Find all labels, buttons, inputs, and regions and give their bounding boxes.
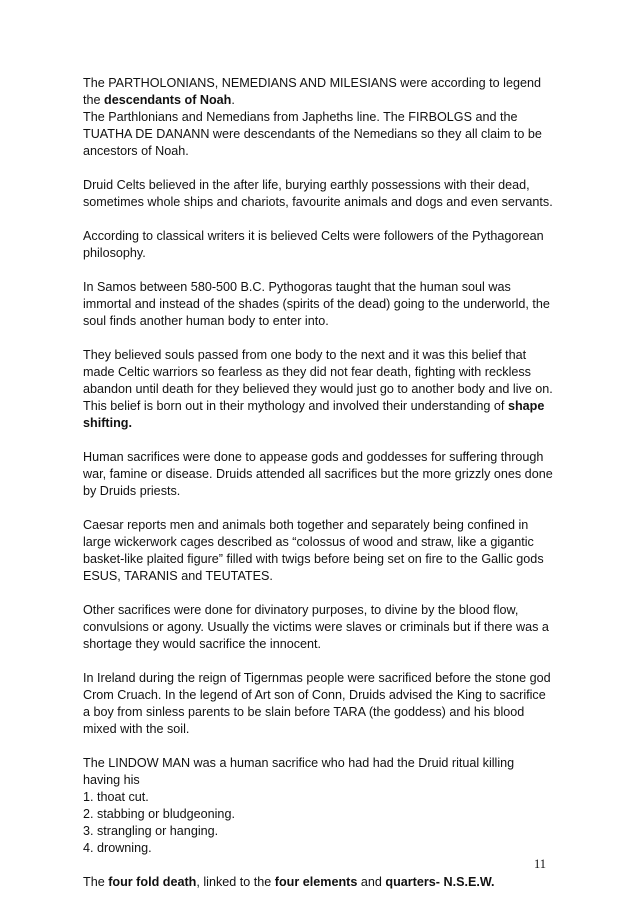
list-item: 4. drowning. [83, 841, 152, 855]
document-body [83, 75, 553, 908]
paragraph-souls [83, 347, 553, 432]
text: The PARTHOLONIANS, NEMEDIANS AND MILESIANS were according to legend the [83, 76, 541, 107]
text: The [83, 875, 109, 889]
paragraph-noah [83, 75, 553, 160]
paragraph-afterlife: Druid Celts believed in the after life, burying earthly possessions with their dead, sometimes whole ships and chariots, favourite animals and dogs and even servants. [83, 178, 553, 209]
paragraph-lindow-man [83, 755, 553, 857]
ritual-list [83, 789, 553, 857]
paragraph-ireland: In Ireland during the reign of Tigernmas people were sacrificed before the stone god Crom Cruach. In the legend of Art son of Conn, Druids advised the King to sacrifice a boy from sinless parents to be slain before TARA (the goddess) and his blood mixed with the soil. [83, 671, 551, 736]
text: The LINDOW MAN was a human sacrifice who had had the Druid ritual killing having his [83, 756, 515, 787]
text: The Parthlonians and Nemedians from Japheths line. The FIRBOLGS and the TUATHA DE DANANN were descendants of the Nemedians so they all claim to be ancestors of Noah. [83, 110, 542, 158]
paragraph-human-sacrifices: Human sacrifices were done to appease gods and goddesses for suffering through war, famine or disease. Druids attended all sacrifices but the more grizzly ones done by Druids priests. [83, 450, 553, 498]
bold-text: four elements [274, 875, 358, 889]
paragraph-divinatory: Other sacrifices were done for divinatory purposes, to divine by the blood flow, convulsions or agony. Usually the victims were slaves or criminals but if there was a shortage they would sacrifice the innocent. [83, 603, 549, 651]
text: and [357, 875, 386, 889]
text: They believed souls passed from one body to the next and it was this belief that made Celtic warriors so fearless as they did not fear death, fighting with reckless abandon until death for they believed they would just go to another body and live on. This belief is born out in their mythology and involved their understanding of [83, 348, 553, 413]
paragraph-four-fold-death [83, 874, 553, 891]
page-number: 11 [533, 857, 546, 871]
text: . [231, 93, 235, 107]
paragraph-caesar: Caesar reports men and animals both together and separately being confined in large wickerwork cages described as “colossus of wood and straw, like a gigantic basket-like plaited figure” filled with twigs before being set on fire to the Gallic gods ESUS, TARANIS and TEUTATES. [83, 518, 544, 583]
list-item: 1. thoat cut. [83, 790, 149, 804]
text: , linked to the [196, 875, 275, 889]
paragraph-samos: In Samos between 580-500 B.C. Pythogoras taught that the human soul was immortal and instead of the shades (spirits of the dead) going to the underworld, the soul finds another human body to enter into. [83, 280, 550, 328]
bold-text: shape shifting. [83, 399, 545, 430]
bold-text: descendants of Noah [104, 93, 232, 107]
paragraph-pythagorean: According to classical writers it is believed Celts were followers of the Pythagorean philosophy. [83, 229, 544, 260]
bold-text: four fold death [108, 875, 197, 889]
bold-text: quarters- N.S.E.W. [385, 875, 495, 889]
list-item: 3. strangling or hanging. [83, 824, 219, 838]
list-item: 2. stabbing or bludgeoning. [83, 807, 235, 821]
